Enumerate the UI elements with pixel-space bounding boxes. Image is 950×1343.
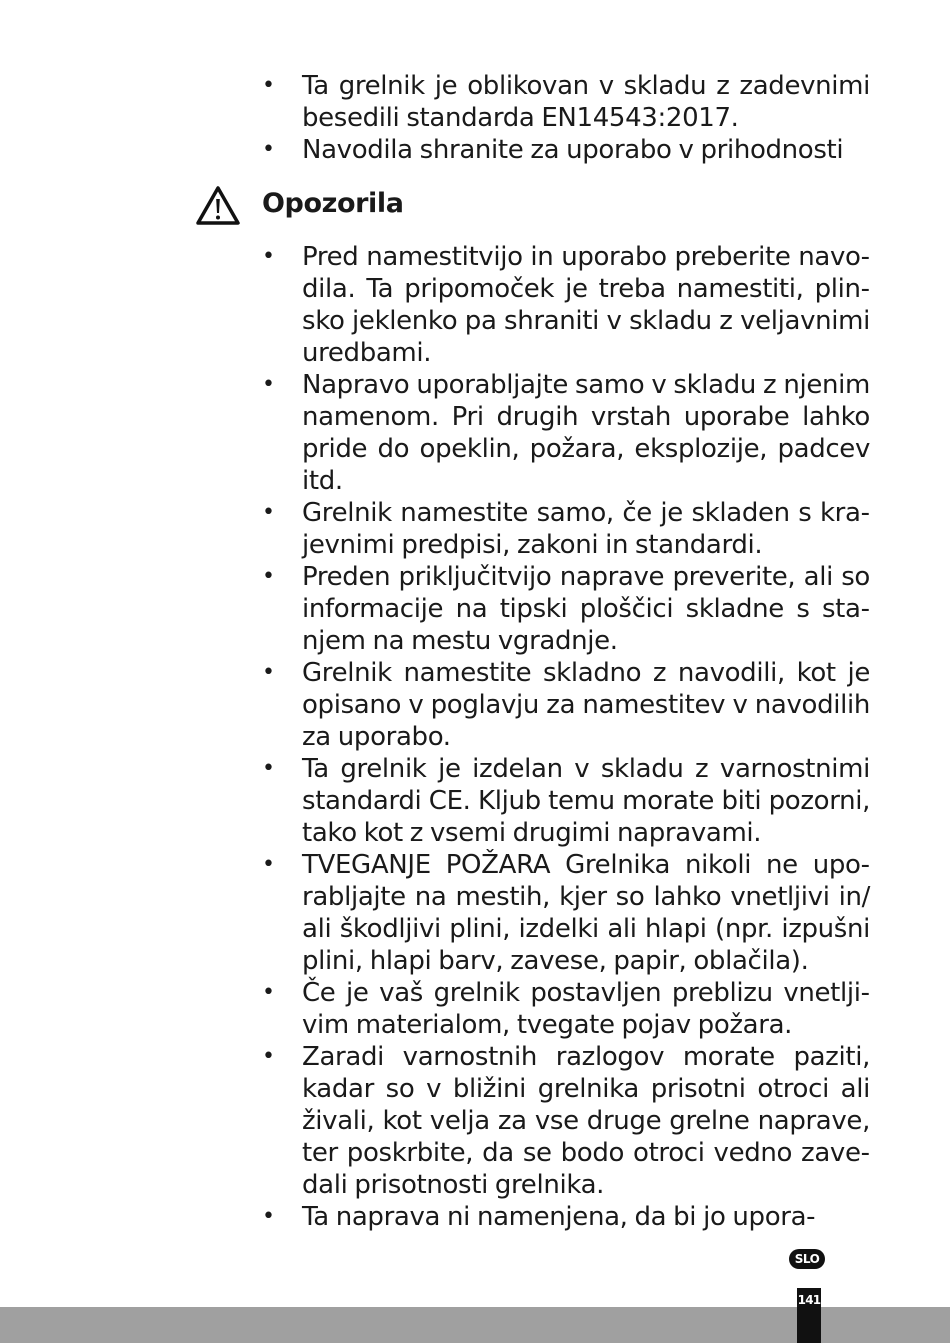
list-item-text: Navodila shranite za uporabo v prihodnosti	[302, 135, 844, 165]
list-item	[262, 134, 870, 166]
intro-bullet-list	[262, 70, 870, 166]
page-number: 141	[797, 1288, 821, 1343]
bullet-icon: •	[262, 1044, 275, 1069]
list-item-text: Zaradi varnostnih razlogov morate paziti, kadar so v bližini grelnika prisotni otroci ali živali, kot velja za vse druge grelne naprave, ter poskrbite, da se bodo otroci vedno zavedali prisotnosti grelnika.	[302, 1042, 870, 1200]
warnings-bullet-list	[262, 241, 870, 1233]
list-item	[262, 977, 870, 1041]
list-item-text: Če je vaš grelnik postavljen preblizu vnetljivim materialom, tvegate pojav požara.	[302, 978, 870, 1040]
list-item-text: Grelnik namestite samo, če je skladen s krajevnimi predpisi, zakoni in standardi.	[302, 498, 870, 560]
bullet-icon: •	[262, 1204, 275, 1229]
list-item	[262, 657, 870, 753]
bullet-icon: •	[262, 852, 275, 877]
bullet-icon: •	[262, 756, 275, 781]
bullet-icon: •	[262, 73, 275, 98]
language-badge: SLO	[789, 1249, 825, 1269]
list-item-text: TVEGANJE POŽARA Grelnika nikoli ne uporabljajte na mestih, kjer so lahko vnetljivi in/​ali škodljivi plini, izdelki ali hlapi (npr. izpušni plini, hlapi barv, zavese, papir, oblačila).	[302, 850, 870, 976]
warnings-heading: Opozorila	[262, 188, 404, 219]
list-item-text: Ta grelnik je oblikovan v skladu z zadevnimi besedili standarda EN14543:2017.	[302, 71, 870, 133]
list-item	[262, 1041, 870, 1201]
bullet-icon: •	[262, 244, 275, 269]
bullet-icon: •	[262, 500, 275, 525]
list-item-text: Ta naprava ni namenjena, da bi jo upora-	[302, 1202, 816, 1232]
list-item	[262, 241, 870, 369]
bullet-icon: •	[262, 372, 275, 397]
bullet-icon: •	[262, 660, 275, 685]
list-item	[262, 70, 870, 134]
warning-triangle-icon	[194, 184, 242, 228]
list-item-text: Pred namestitvijo in uporabo preberite navodila. Ta pripomoček je treba namestiti, plinsko jeklenko pa shraniti v skladu z veljavnimi uredbami.	[302, 242, 870, 368]
list-item-text: Napravo uporabljajte samo v skladu z njenim namenom. Pri drugih vrstah uporabe lahko pride do opeklin, požara, eksplozije, padcev itd.	[302, 370, 870, 496]
list-item	[262, 849, 870, 977]
list-item	[262, 561, 870, 657]
list-item	[262, 753, 870, 849]
list-item	[262, 369, 870, 497]
bullet-icon: •	[262, 564, 275, 589]
list-item	[262, 1201, 870, 1233]
bullet-icon: •	[262, 980, 275, 1005]
list-item	[262, 497, 870, 561]
list-item-text: Ta grelnik je izdelan v skladu z varnostnimi standardi CE. Kljub temu morate biti pozorni, tako kot z vsemi drugimi napravami.	[302, 754, 870, 848]
list-item-text: Grelnik namestite skladno z navodili, kot je opisano v poglavju za namestitev v navodilih za uporabo.	[302, 658, 870, 752]
list-item-text: Preden priključitvijo naprave preverite, ali so informacije na tipski ploščici skladne s stanjem na mestu vgradnje.	[302, 562, 870, 656]
bullet-icon: •	[262, 137, 275, 162]
